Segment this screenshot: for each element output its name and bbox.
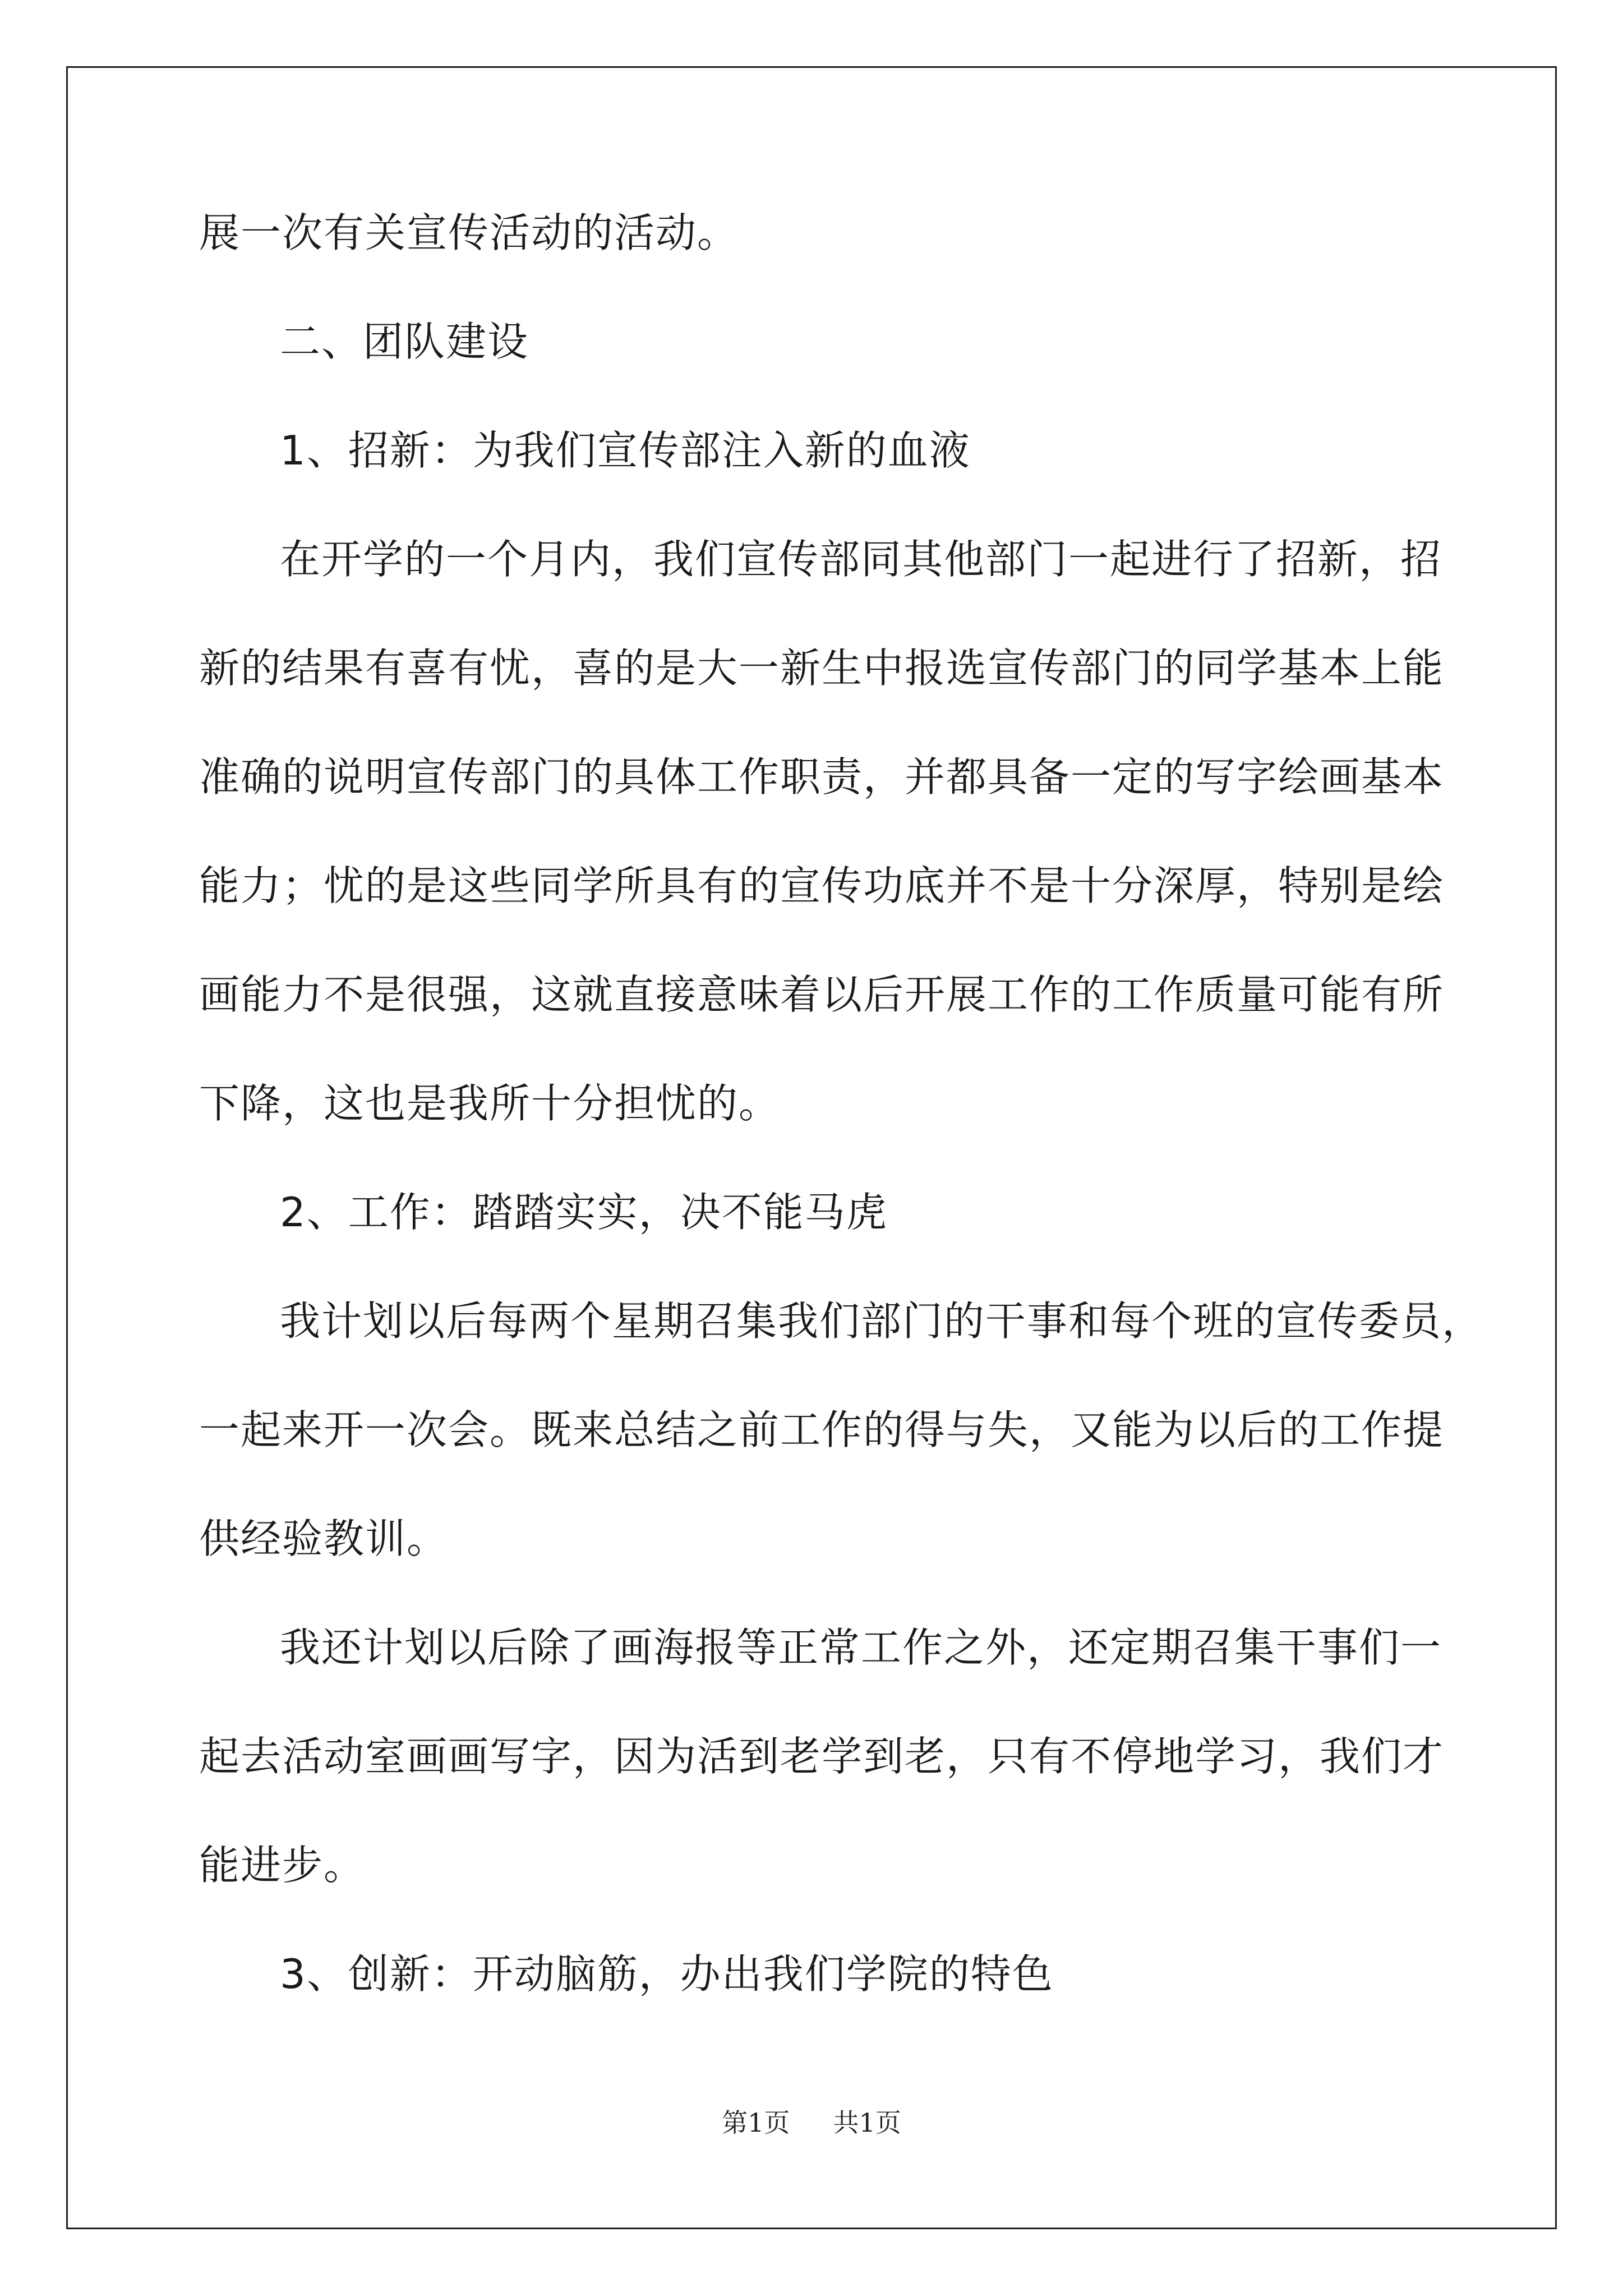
page-total: 共1页 (833, 2108, 901, 2138)
subsection-heading: 2、工作：踏踏实实，决不能马虎 (280, 1189, 888, 1236)
document-body (199, 199, 1484, 2049)
text-line: 能进步。 (199, 1842, 366, 1889)
text-line: 能力；忧的是这些同学所具有的宣传功底并不是十分深厚，特别是绘 (199, 862, 1445, 909)
subsection-heading: 3、创新：开动脑筋，办出我们学院的特色 (280, 1950, 1054, 1998)
text-line: 展一次有关宣传活动的活动。 (199, 209, 739, 256)
text-line: 一起来开一次会。既来总结之前工作的得与失，又能为以后的工作提 (199, 1406, 1445, 1453)
text-line: 在开学的一个月内，我们宣传部同其他部门一起进行了招新，招 (280, 536, 1442, 583)
subsection-heading: 1、招新：为我们宣传部注入新的血液 (280, 427, 971, 474)
text-line: 起去活动室画画写字，因为活到老学到老，只有不停地学习，我们才 (199, 1733, 1445, 1780)
page-footer (0, 2102, 1623, 2139)
page-number: 第1页 (722, 2108, 790, 2138)
text-line: 画能力不是很强，这就直接意味着以后开展工作的工作质量可能有所 (199, 971, 1445, 1018)
text-line: 准确的说明宣传部门的具体工作职责，并都具备一定的写字绘画基本 (199, 753, 1445, 800)
text-line: 新的结果有喜有忧，喜的是大一新生中报选宣传部门的同学基本上能 (199, 645, 1445, 692)
text-line: 我计划以后每两个星期召集我们部门的干事和每个班的宣传委员， (280, 1297, 1484, 1345)
text-line: 下降，这也是我所十分担忧的。 (199, 1080, 781, 1127)
text-line: 供经验教训。 (199, 1515, 449, 1562)
text-line: 我还计划以后除了画海报等正常工作之外，还定期召集干事们一 (280, 1624, 1442, 1671)
section-heading: 二、团队建设 (280, 318, 529, 365)
